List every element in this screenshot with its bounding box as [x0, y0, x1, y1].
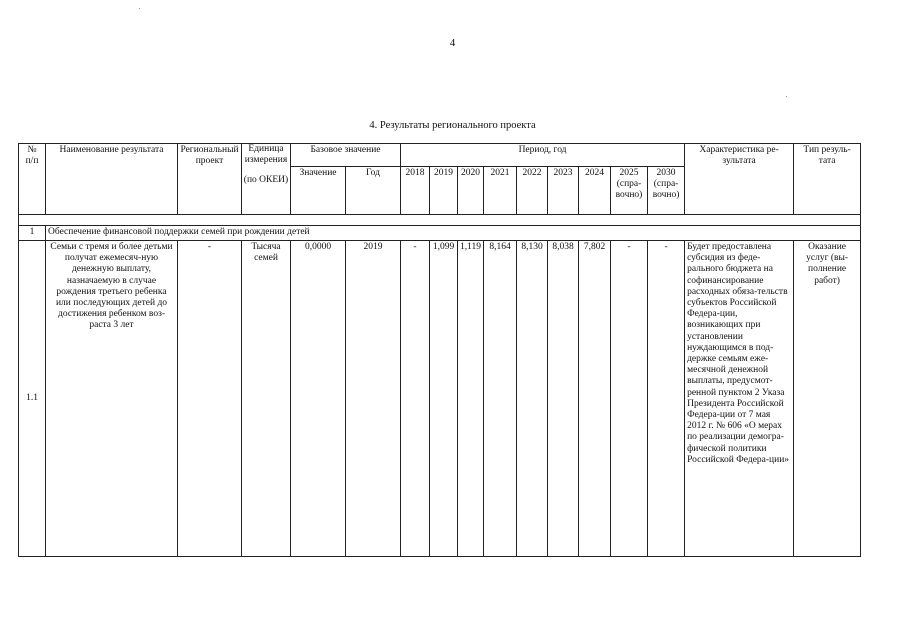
result-type: Оказание услуг (вы-полнение работ) [794, 241, 861, 557]
value-2019: 1,099 [430, 241, 458, 557]
col-header-unit [242, 144, 291, 215]
col-header-regional: Региональный проект [178, 144, 242, 215]
col-header-unit-top: Единица измерения [244, 144, 288, 166]
header-gap-row [19, 215, 861, 226]
col-header-type: Тип резуль- тата [794, 144, 861, 215]
value-2025: - [611, 241, 648, 557]
base-year: 2019 [346, 241, 401, 557]
value-2018: - [401, 241, 430, 557]
scan-speck [786, 96, 787, 97]
table-row [19, 241, 861, 557]
section-title: 4. Результаты регионального проекта [369, 120, 536, 131]
value-2023: 8,038 [548, 241, 579, 557]
row-number: 1.1 [19, 241, 46, 557]
section-title-cell: Обеспечение финансовой поддержки семей при рождении детей [46, 226, 861, 241]
section-number: 1 [19, 226, 46, 241]
value-2021: 8,164 [484, 241, 517, 557]
value-2022: 8,130 [517, 241, 548, 557]
col-header-year: 2018 [401, 167, 430, 215]
col-header-year: 2020 [458, 167, 484, 215]
col-header-year: 2024 [579, 167, 611, 215]
col-header-unit-bottom: (по ОКЕИ) [243, 175, 289, 186]
col-header-year: 2019 [430, 167, 458, 215]
col-header-year: 2022 [517, 167, 548, 215]
col-header-base-year: Год [346, 167, 401, 215]
result-characteristic: Будет предоставлена субсидия из феде-рального бюджета на софинансирование расходных обяза-тельств субъектов Российской Федера-ции, возникающих при установлении нуждающимся в под-держке семьям ежe-месячной денежной выплаты, предусмот-ренной пунктом 2 Указа Президента Российской Федера-ции от 7 мая 2012 г. № 606 «О мерах по реализации демогра-фической политики Российской Федера-ции» [685, 241, 794, 557]
col-header-period: Период, год [401, 144, 685, 167]
unit: Тысяча семей [242, 241, 291, 557]
value-2030: - [648, 241, 685, 557]
col-header-num: № п/п [19, 144, 46, 215]
results-table [18, 143, 861, 557]
value-2020: 1,119 [458, 241, 484, 557]
header-row-1 [19, 144, 861, 167]
col-header-characteristic: Характеристика ре- зультата [685, 144, 794, 215]
result-name: Семьи с тремя и более детьми получат ежемесяч-ную денежную выплату, назначаемую в случае рождения третьего ребенка или последующих детей до достижения ребенком воз-раста 3 лет [46, 241, 178, 557]
scan-speck [139, 8, 140, 9]
col-header-base-value: Значение [291, 167, 346, 215]
page-number: 4 [449, 37, 456, 49]
section-row [19, 226, 861, 241]
col-header-name: Наименование результата [46, 144, 178, 215]
value-2024: 7,802 [579, 241, 611, 557]
col-header-year: 2023 [548, 167, 579, 215]
regional-project: - [178, 241, 242, 557]
col-header-year: 2021 [484, 167, 517, 215]
col-header-base: Базовое значение [291, 144, 401, 167]
col-header-year: 2030 (спра- вочно) [648, 167, 685, 215]
base-value: 0,0000 [291, 241, 346, 557]
col-header-year: 2025 (спра- вочно) [611, 167, 648, 215]
gap-cell [19, 215, 861, 226]
